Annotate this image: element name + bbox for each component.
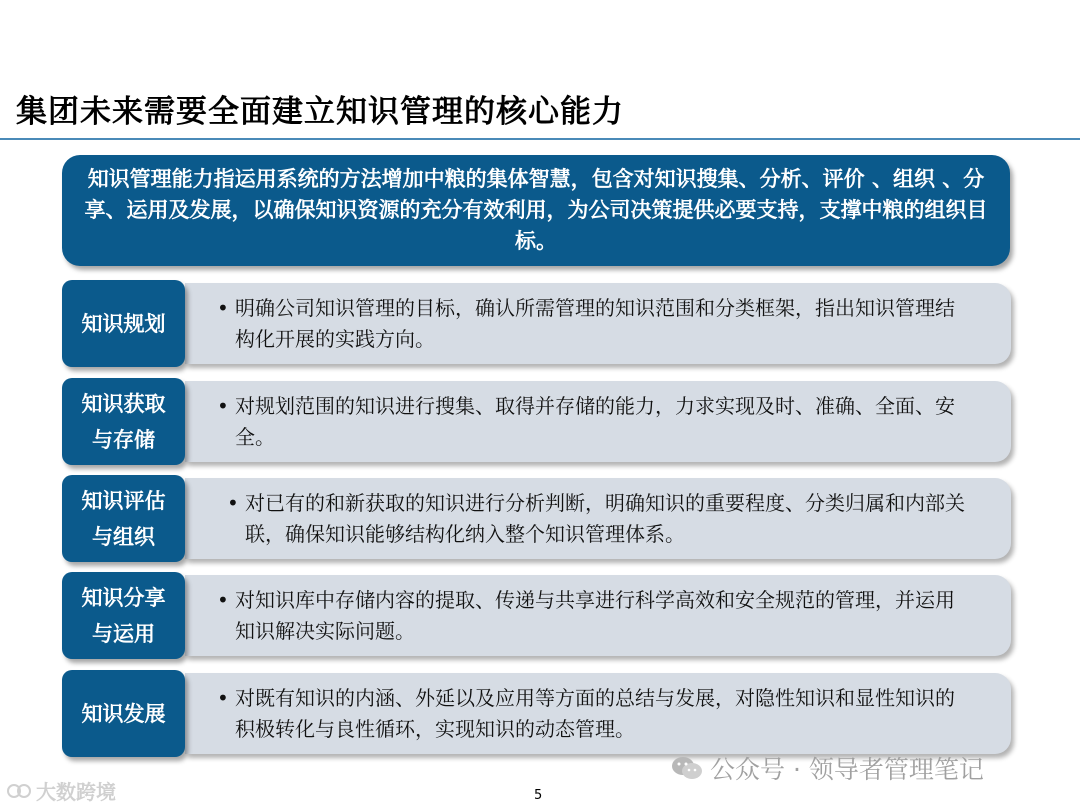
row-label-box xyxy=(62,378,185,465)
bullet-icon: • xyxy=(217,588,229,612)
row-label: 知识分享与运用 xyxy=(81,585,166,646)
row-label-box xyxy=(62,572,185,659)
row-label: 知识发展 xyxy=(81,701,166,726)
row-label: 知识评估与组织 xyxy=(81,488,166,549)
row-label-box xyxy=(62,280,185,367)
intro-text: 知识管理能力指运用系统的方法增加中粮的集体智慧，包含对知识搜集、分析、评价 、组织 、分享、运用及发展，以确保知识资源的充分有效利用，为公司决策提供必要支持，支撑中粮的组织目标。 xyxy=(84,167,988,253)
capability-row-development xyxy=(62,670,1012,757)
row-text: 对既有知识的内涵、外延以及应用等方面的总结与发展，对隐性知识和显性知识的积极转化与良性循环，实现知识的动态管理。 xyxy=(235,686,955,741)
capability-row-planning xyxy=(62,280,1012,367)
row-body xyxy=(185,283,1011,364)
capability-row-evaluation xyxy=(62,475,1012,562)
row-text: 对已有的和新获取的知识进行分析判断，明确知识的重要程度、分类归属和内部关联，确保知识能够结构化纳入整个知识管理体系。 xyxy=(245,491,965,546)
bullet-icon: • xyxy=(217,686,229,710)
bullet-icon: • xyxy=(217,394,229,418)
row-text: 明确公司知识管理的目标，确认所需管理的知识范围和分类框架，指出知识管理结构化开展的实践方向。 xyxy=(235,296,955,351)
row-body xyxy=(185,478,1011,559)
watermark-left xyxy=(6,776,116,805)
bullet-icon: • xyxy=(217,296,229,320)
row-label: 知识获取与存储 xyxy=(81,391,166,452)
capability-row-acquisition xyxy=(62,378,1012,465)
row-body xyxy=(185,381,1011,462)
brand-logo-icon xyxy=(6,780,32,802)
wechat-icon xyxy=(670,754,704,782)
title-divider xyxy=(0,138,1080,140)
row-text: 对知识库中存储内容的提取、传递与共享进行科学高效和安全规范的管理，并运用知识解决实际问题。 xyxy=(235,588,955,643)
watermark-right-text: 公众号 · 领导者管理笔记 xyxy=(710,755,984,784)
watermark-right xyxy=(670,750,984,786)
row-label-box xyxy=(62,670,185,757)
row-body xyxy=(185,575,1011,656)
slide-title: 集团未来需要全面建立知识管理的核心能力 xyxy=(16,94,624,130)
row-text: 对规划范围的知识进行搜集、取得并存储的能力，力求实现及时、准确、全面、安全。 xyxy=(235,394,955,449)
row-label: 知识规划 xyxy=(81,311,166,336)
capability-row-sharing xyxy=(62,572,1012,659)
watermark-left-text: 大数跨境 xyxy=(36,780,116,804)
page-number: 5 xyxy=(534,788,543,803)
row-label-box xyxy=(62,475,185,562)
intro-box xyxy=(62,155,1010,266)
row-body xyxy=(185,673,1011,754)
bullet-icon: • xyxy=(227,491,239,515)
